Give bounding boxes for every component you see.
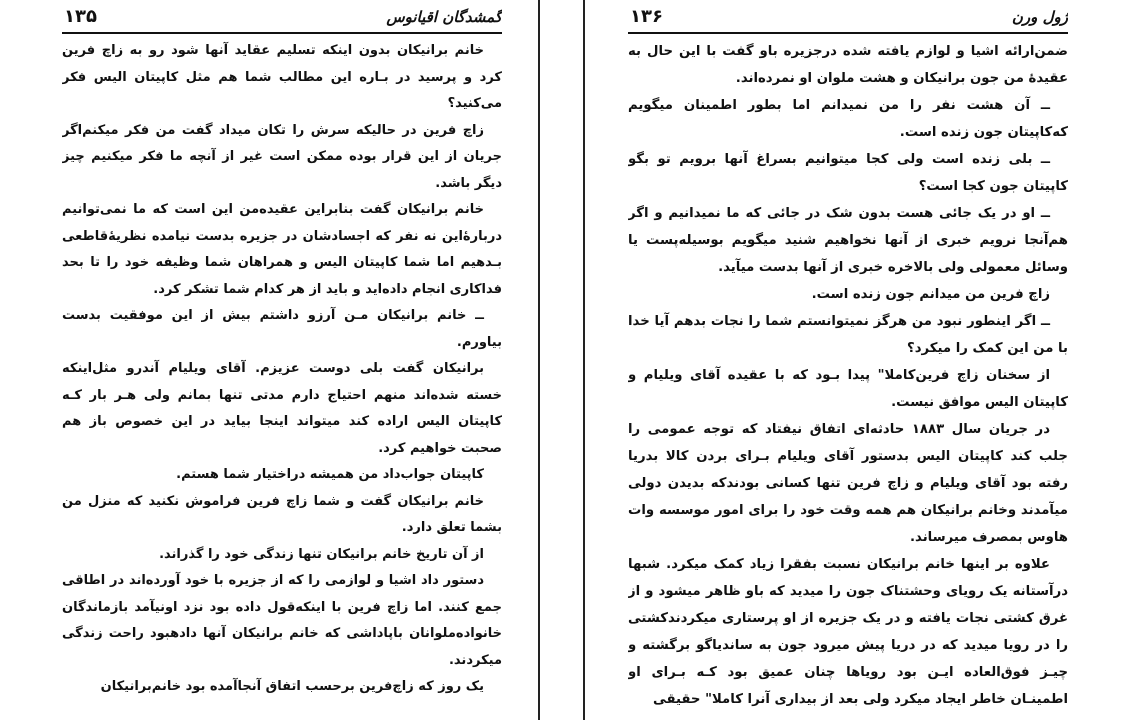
left-page: [62, 0, 502, 720]
paragraph: دستور داد اشیا و لوازمی را که از جزیره با خود آورده‌اند در اطاقی جمع کنند. اما زاچ فرین با اینکه‌قول داده بود نزد اونیآمد بازماندگان خانواده‌ملوانان باپاداشی که خانم برانیکان آنها دادهبود راحت زندگی میکردند.: [62, 573, 502, 668]
right-page-running-title: ژول ورن: [1011, 8, 1068, 26]
left-page-number: ۱۳۵: [64, 6, 97, 27]
paragraph: در جریان سال ۱۸۸۳ حادثه‌ای اتفاق نیفتاد که توجه عمومی را جلب کند کاپیتان الیس بدستور آقای ویلیام بـرای بردن کالا بدریا رفته بود آقای ویلیام و زاچ فرین تنها کسانی بودند‌که بدیدن دولی میآمدند وخانم برانیکان هم همه وقت خود را برای امور موسسه وات هاوس بمصرف میرساند.: [628, 422, 1068, 545]
paragraph: زاچ فرین من میدانم جون زنده است.: [811, 287, 1050, 302]
paragraph: ــ اگر اینطور نبود من هرگز نمیتوانستم شما را نجات بدهم آیا خدا با من این کمک را میکرد؟: [628, 314, 1068, 356]
left-page-running-title: گمشدگان اقیانوس: [386, 8, 502, 26]
paragraph: ضمن‌ارائه اشیا و لوازم یافته شده درجزیره باو گفت با این حال به عقیدهٔ من جون برانیکان و هشت ملوان او نمرده‌اند.: [628, 44, 1068, 86]
paragraph: از سخنان زاچ فرین‌کاملا" پیدا بـود که با عقیده آقای ویلیام و کاپیتان الیس موافق نیست.: [628, 368, 1068, 410]
paragraph: ــ او در یک جائی هست بدون شک در جائی که ما نمیدانیم و اگر هم‌آنجا نرویم خبری از آنها نخواهیم شنید میگویم بوسیله‌پست یا وسائل معمولی ولی بالاخره خبری از آنها بدست میآید.: [628, 206, 1068, 275]
paragraph: زاچ فرین در حالیکه سرش را تکان میداد گفت من فکر میکنم‌اگر جریان از این قرار بوده ممکن است غیر از آنچه ما فکر میکنیم چیز دیگر باشد.: [62, 122, 502, 191]
right-page: [628, 0, 1068, 720]
paragraph: خانم برانیکان گفت و شما زاچ فرین فراموش نکنید که منزل من بشما تعلق دارد.: [62, 493, 502, 535]
right-page-number: ۱۳۶: [630, 6, 663, 27]
left-page-body: [62, 38, 502, 701]
right-page-header: [628, 6, 1068, 34]
paragraph: علاوه بر اینها خانم برانیکان نسبت بفقرا زیاد کمک میکرد. شبها درآستانه یک رویای وحشتناک جون را میدید که باو ظاهر میشود و از غرق کشتی نجات یافته و در یک جزیره از او پرستاری میکرد‌ندکشتی را در رویا میدید که در دریا پیش میرود جون به ساندیاگو برگشته و چیـز فوق‌العاده ایـن بود رویاها چنان عمیق بود کـه بـرای او اطمینـان خاطر ایجاد میکرد ولی بعد از بیداری آنرا کاملا" حقیقی: [628, 557, 1068, 707]
right-page-edge: [583, 0, 585, 720]
left-page-edge: [538, 0, 540, 720]
paragraph: خانم برانیکان گفت بنابراین عقیده‌من این است که ما نمی‌توانیم دربارهٔ‌این نه نفر که اجسادشان در جزیره بدست نیامده نظریهٔ‌قاطعی بـدهیم اما شما کاپیتان الیس و همراهان شما وظیفه خود را تا بحد فداکاری انجام داده‌اید و باید از هر کدام شما تشکر کرد.: [62, 202, 502, 297]
paragraph: خانم برانیکان بدون اینکه تسلیم عقاید آنها شود رو به زاچ فرین کرد و پرسید در بـاره این مطالب شما هم مثل کاپیتان الیس فکر می‌کنید؟: [62, 43, 502, 111]
paragraph: از آن تاریخ خانم برانیکان تنها زندگی خود را گذراند.: [159, 546, 484, 562]
paragraph: ــ بلی زنده است ولی کجا میتوانیم بسراغ آنها برویم تو بگو کاپیتان جون کجا است؟: [628, 152, 1068, 194]
paragraph: یک روز که زاچ‌فرین برحسب اتفاق آنجا‌آمده بود خانم‌برانیکان: [100, 679, 484, 694]
paragraph: برانیکان گفت بلی دوست عزیزم. آقای ویلیام آندرو مثل‌اینکه خسته شده‌اند منهم احتیاج دارم مدتی تنها بمانم ولی هـر بار کـه کاپیتان الیس اراده کند میتواند اینجا بیاید در این خصوص باز هم صحبت خواهیم کرد.: [62, 361, 502, 456]
paragraph: ــ خانم برانیکان مـن آرزو داشتم بیش از این موفقیت بدست بیاورم.: [62, 308, 502, 350]
left-page-header: [62, 6, 502, 34]
right-page-body: [628, 38, 1068, 713]
paragraph: ــ آن هشت نفر را من نمیدانم اما بطور اطمینان میگویم که‌کاپیتان جون زنده است.: [628, 98, 1068, 140]
paragraph: کاپیتان جواب‌داد من همیشه دراختیار شما هستم.: [176, 467, 484, 482]
